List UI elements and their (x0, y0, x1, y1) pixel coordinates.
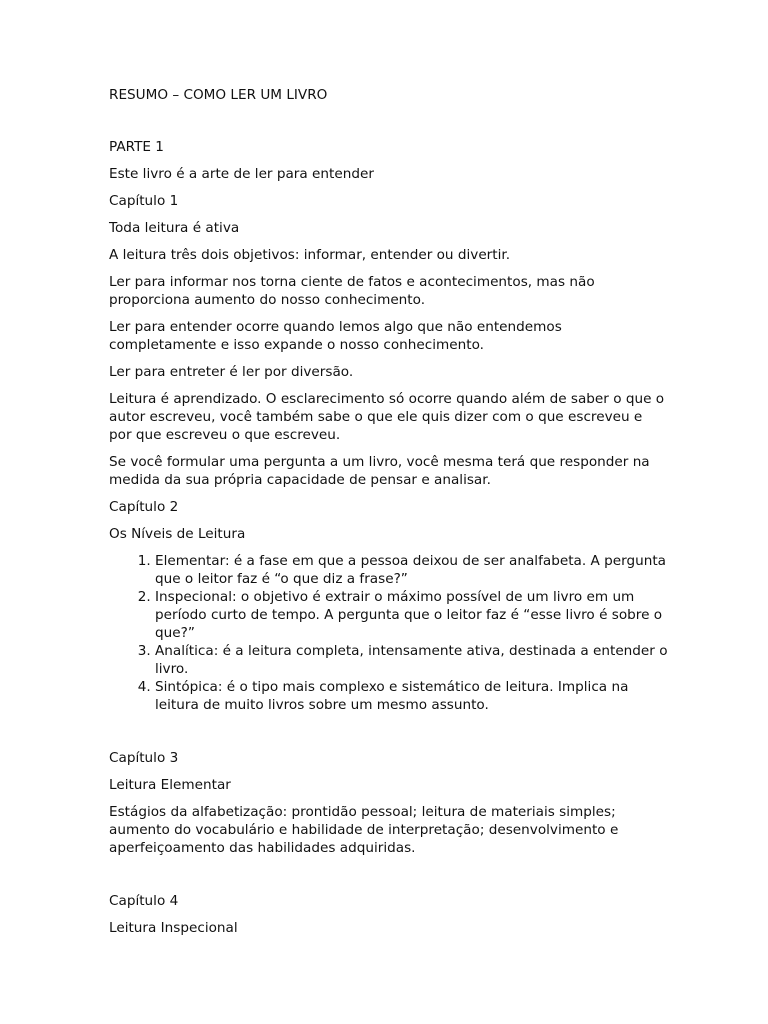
paragraph: Leitura é aprendizado. O esclarecimento só ocorre quando além de saber o que o autor escreveu, você também sabe o que ele quis dizer com o que escreveu e por que escreveu o que escreveu. (109, 391, 665, 443)
chapter-4-heading: Capítulo 4 (109, 893, 179, 909)
chapter-1-heading: Capítulo 1 (109, 193, 179, 209)
paragraph: Ler para entreter é ler por diversão. (109, 364, 354, 380)
paragraph: A leitura três dois objetivos: informar, entender ou divertir. (109, 247, 511, 263)
chapter-3-heading: Capítulo 3 (109, 750, 179, 766)
chapter-4-subtitle: Leitura Inspecional (109, 920, 238, 936)
list-item: 2. Inspecional: o objetivo é extrair o máximo possível de um livro em um período curto de tempo. A pergunta que o leitor faz é “esse livro é sobre o que?” (155, 588, 669, 642)
chapter-1-subtitle: Toda leitura é ativa (109, 220, 240, 236)
chapter-2-heading: Capítulo 2 (109, 499, 179, 515)
paragraph: Ler para entender ocorre quando lemos algo que não entendemos completamente e isso expande o nosso conhecimento. (109, 319, 562, 353)
part-heading: PARTE 1 (109, 139, 164, 155)
list-item: 4. Sintópica: é o tipo mais complexo e sistemático de leitura. Implica na leitura de muito livros sobre um mesmo assunto. (155, 678, 669, 714)
paragraph: Estágios da alfabetização: prontidão pessoal; leitura de materiais simples; aumento do vocabulário e habilidade de interpretação; desenvolvimento e aperfeiçoamento das habilidades adquiridas. (109, 804, 619, 856)
part-intro: Este livro é a arte de ler para entender (109, 166, 374, 182)
document-title: RESUMO – COMO LER UM LIVRO (109, 87, 328, 103)
reading-levels-list (109, 552, 669, 714)
list-item: 1. Elementar: é a fase em que a pessoa deixou de ser analfabeta. A pergunta que o leitor faz é “o que diz a frase?” (155, 552, 669, 588)
chapter-2-subtitle: Os Níveis de Leitura (109, 526, 246, 542)
document-page (109, 86, 669, 946)
chapter-3-subtitle: Leitura Elementar (109, 777, 231, 793)
paragraph: Ler para informar nos torna ciente de fatos e acontecimentos, mas não proporciona aumento do nosso conhecimento. (109, 274, 595, 308)
paragraph: Se você formular uma pergunta a um livro, você mesma terá que responder na medida da sua própria capacidade de pensar e analisar. (109, 454, 650, 488)
list-item: 3. Analítica: é a leitura completa, intensamente ativa, destinada a entender o livro. (155, 642, 669, 678)
